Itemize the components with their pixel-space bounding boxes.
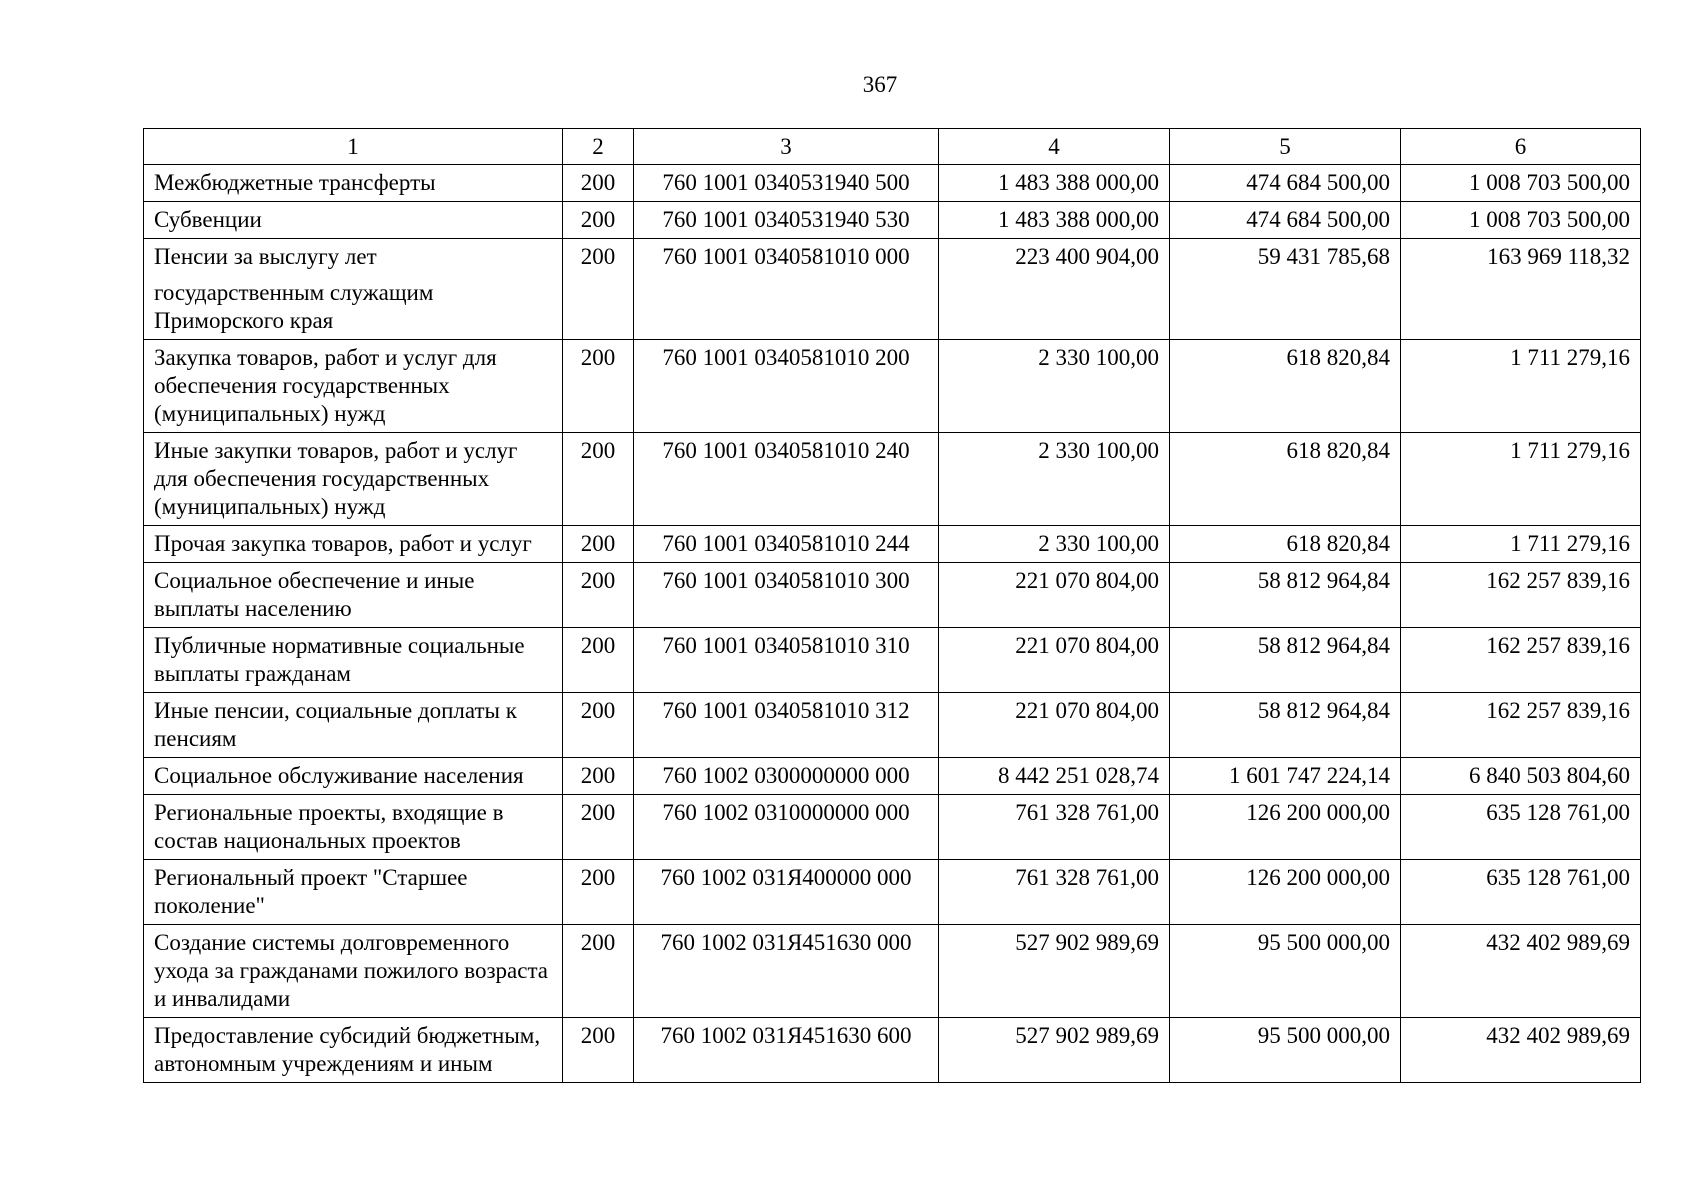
cell-col4: 2 330 100,00 bbox=[939, 433, 1170, 526]
cell-col4: 8 442 251 028,74 bbox=[939, 758, 1170, 795]
cell-name: Субвенции bbox=[144, 202, 563, 239]
table-body bbox=[144, 165, 1641, 1083]
cell-code: 760 1001 0340581010 300 bbox=[634, 563, 939, 628]
cell-code: 760 1001 0340581010 244 bbox=[634, 526, 939, 563]
table-row bbox=[144, 563, 1641, 628]
cell-code: 760 1002 0300000000 000 bbox=[634, 758, 939, 795]
cell-name: Создание системы долговременного ухода за гражданами пожилого возраста и инвалидами bbox=[144, 925, 563, 1018]
cell-name: Социальное обслуживание населения bbox=[144, 758, 563, 795]
table-row bbox=[144, 433, 1641, 526]
cell-code: 760 1001 0340581010 240 bbox=[634, 433, 939, 526]
cell-col6: 1 711 279,16 bbox=[1401, 526, 1641, 563]
cell-col2: 200 bbox=[563, 693, 634, 758]
cell-col6: 163 969 118,32 bbox=[1401, 239, 1641, 340]
cell-col4: 1 483 388 000,00 bbox=[939, 165, 1170, 202]
table-row bbox=[144, 340, 1641, 433]
column-header-2: 2 bbox=[563, 129, 634, 165]
cell-col5: 95 500 000,00 bbox=[1170, 925, 1401, 1018]
cell-name: Региональный проект "Старшее поколение" bbox=[144, 860, 563, 925]
cell-col5: 618 820,84 bbox=[1170, 526, 1401, 563]
cell-col6: 6 840 503 804,60 bbox=[1401, 758, 1641, 795]
table-row bbox=[144, 925, 1641, 1018]
cell-col5: 126 200 000,00 bbox=[1170, 860, 1401, 925]
cell-code: 760 1001 0340531940 500 bbox=[634, 165, 939, 202]
cell-code: 760 1001 0340581010 000 bbox=[634, 239, 939, 340]
cell-col6: 162 257 839,16 bbox=[1401, 628, 1641, 693]
cell-code: 760 1002 031Я400000 000 bbox=[634, 860, 939, 925]
cell-col2: 200 bbox=[563, 1018, 634, 1083]
column-header-5: 5 bbox=[1170, 129, 1401, 165]
column-header-1: 1 bbox=[144, 129, 563, 165]
cell-code: 760 1001 0340531940 530 bbox=[634, 202, 939, 239]
cell-name: Пенсии за выслугу лет государственным служащим Приморского края bbox=[144, 239, 563, 340]
budget-table bbox=[143, 128, 1641, 1083]
cell-col6: 1 711 279,16 bbox=[1401, 340, 1641, 433]
column-header-3: 3 bbox=[634, 129, 939, 165]
cell-name: Иные пенсии, социальные доплаты к пенсиям bbox=[144, 693, 563, 758]
cell-col4: 527 902 989,69 bbox=[939, 925, 1170, 1018]
cell-col6: 432 402 989,69 bbox=[1401, 1018, 1641, 1083]
cell-col4: 2 330 100,00 bbox=[939, 340, 1170, 433]
cell-col2: 200 bbox=[563, 202, 634, 239]
cell-col5: 58 812 964,84 bbox=[1170, 628, 1401, 693]
table-row bbox=[144, 860, 1641, 925]
table-row bbox=[144, 628, 1641, 693]
cell-col5: 58 812 964,84 bbox=[1170, 693, 1401, 758]
cell-col5: 95 500 000,00 bbox=[1170, 1018, 1401, 1083]
table-row bbox=[144, 1018, 1641, 1083]
cell-col2: 200 bbox=[563, 165, 634, 202]
cell-name: Региональные проекты, входящие в состав национальных проектов bbox=[144, 795, 563, 860]
page-number: 367 bbox=[862, 72, 898, 97]
cell-col6: 432 402 989,69 bbox=[1401, 925, 1641, 1018]
cell-col5: 1 601 747 224,14 bbox=[1170, 758, 1401, 795]
cell-col6: 1 008 703 500,00 bbox=[1401, 202, 1641, 239]
cell-col2: 200 bbox=[563, 758, 634, 795]
cell-col6: 1 711 279,16 bbox=[1401, 433, 1641, 526]
cell-col4: 1 483 388 000,00 bbox=[939, 202, 1170, 239]
cell-col6: 162 257 839,16 bbox=[1401, 693, 1641, 758]
column-header-6: 6 bbox=[1401, 129, 1641, 165]
cell-col4: 527 902 989,69 bbox=[939, 1018, 1170, 1083]
cell-col5: 618 820,84 bbox=[1170, 433, 1401, 526]
cell-col2: 200 bbox=[563, 925, 634, 1018]
cell-col4: 761 328 761,00 bbox=[939, 795, 1170, 860]
table-row bbox=[144, 758, 1641, 795]
table-header-row bbox=[144, 129, 1641, 165]
cell-col4: 223 400 904,00 bbox=[939, 239, 1170, 340]
cell-col4: 221 070 804,00 bbox=[939, 563, 1170, 628]
table-row bbox=[144, 165, 1641, 202]
cell-name: Прочая закупка товаров, работ и услуг bbox=[144, 526, 563, 563]
cell-col5: 474 684 500,00 bbox=[1170, 202, 1401, 239]
column-header-4: 4 bbox=[939, 129, 1170, 165]
cell-col4: 761 328 761,00 bbox=[939, 860, 1170, 925]
cell-col2: 200 bbox=[563, 526, 634, 563]
cell-col6: 635 128 761,00 bbox=[1401, 860, 1641, 925]
cell-code: 760 1001 0340581010 200 bbox=[634, 340, 939, 433]
cell-col5: 126 200 000,00 bbox=[1170, 795, 1401, 860]
table-row bbox=[144, 202, 1641, 239]
cell-code: 760 1002 0310000000 000 bbox=[634, 795, 939, 860]
cell-col2: 200 bbox=[563, 433, 634, 526]
cell-col2: 200 bbox=[563, 563, 634, 628]
cell-col2: 200 bbox=[563, 239, 634, 340]
cell-col2: 200 bbox=[563, 340, 634, 433]
table-row bbox=[144, 795, 1641, 860]
cell-col4: 221 070 804,00 bbox=[939, 628, 1170, 693]
cell-name: Иные закупки товаров, работ и услуг для обеспечения государственных (муниципальных) нужд bbox=[144, 433, 563, 526]
cell-col6: 635 128 761,00 bbox=[1401, 795, 1641, 860]
cell-code: 760 1001 0340581010 312 bbox=[634, 693, 939, 758]
cell-col4: 221 070 804,00 bbox=[939, 693, 1170, 758]
cell-name: Предоставление субсидий бюджетным, автономным учреждениям и иным bbox=[144, 1018, 563, 1083]
table-row bbox=[144, 693, 1641, 758]
cell-name: Публичные нормативные социальные выплаты гражданам bbox=[144, 628, 563, 693]
cell-col4: 2 330 100,00 bbox=[939, 526, 1170, 563]
table-row bbox=[144, 526, 1641, 563]
cell-col5: 474 684 500,00 bbox=[1170, 165, 1401, 202]
cell-col2: 200 bbox=[563, 628, 634, 693]
cell-name: Межбюджетные трансферты bbox=[144, 165, 563, 202]
cell-col6: 1 008 703 500,00 bbox=[1401, 165, 1641, 202]
cell-col6: 162 257 839,16 bbox=[1401, 563, 1641, 628]
cell-col5: 59 431 785,68 bbox=[1170, 239, 1401, 340]
cell-code: 760 1001 0340581010 310 bbox=[634, 628, 939, 693]
table-row bbox=[144, 239, 1641, 340]
cell-col2: 200 bbox=[563, 795, 634, 860]
cell-name: Социальное обеспечение и иные выплаты населению bbox=[144, 563, 563, 628]
cell-col5: 58 812 964,84 bbox=[1170, 563, 1401, 628]
cell-name: Закупка товаров, работ и услуг для обеспечения государственных (муниципальных) нужд bbox=[144, 340, 563, 433]
cell-code: 760 1002 031Я451630 600 bbox=[634, 1018, 939, 1083]
cell-col2: 200 bbox=[563, 860, 634, 925]
cell-code: 760 1002 031Я451630 000 bbox=[634, 925, 939, 1018]
cell-col5: 618 820,84 bbox=[1170, 340, 1401, 433]
